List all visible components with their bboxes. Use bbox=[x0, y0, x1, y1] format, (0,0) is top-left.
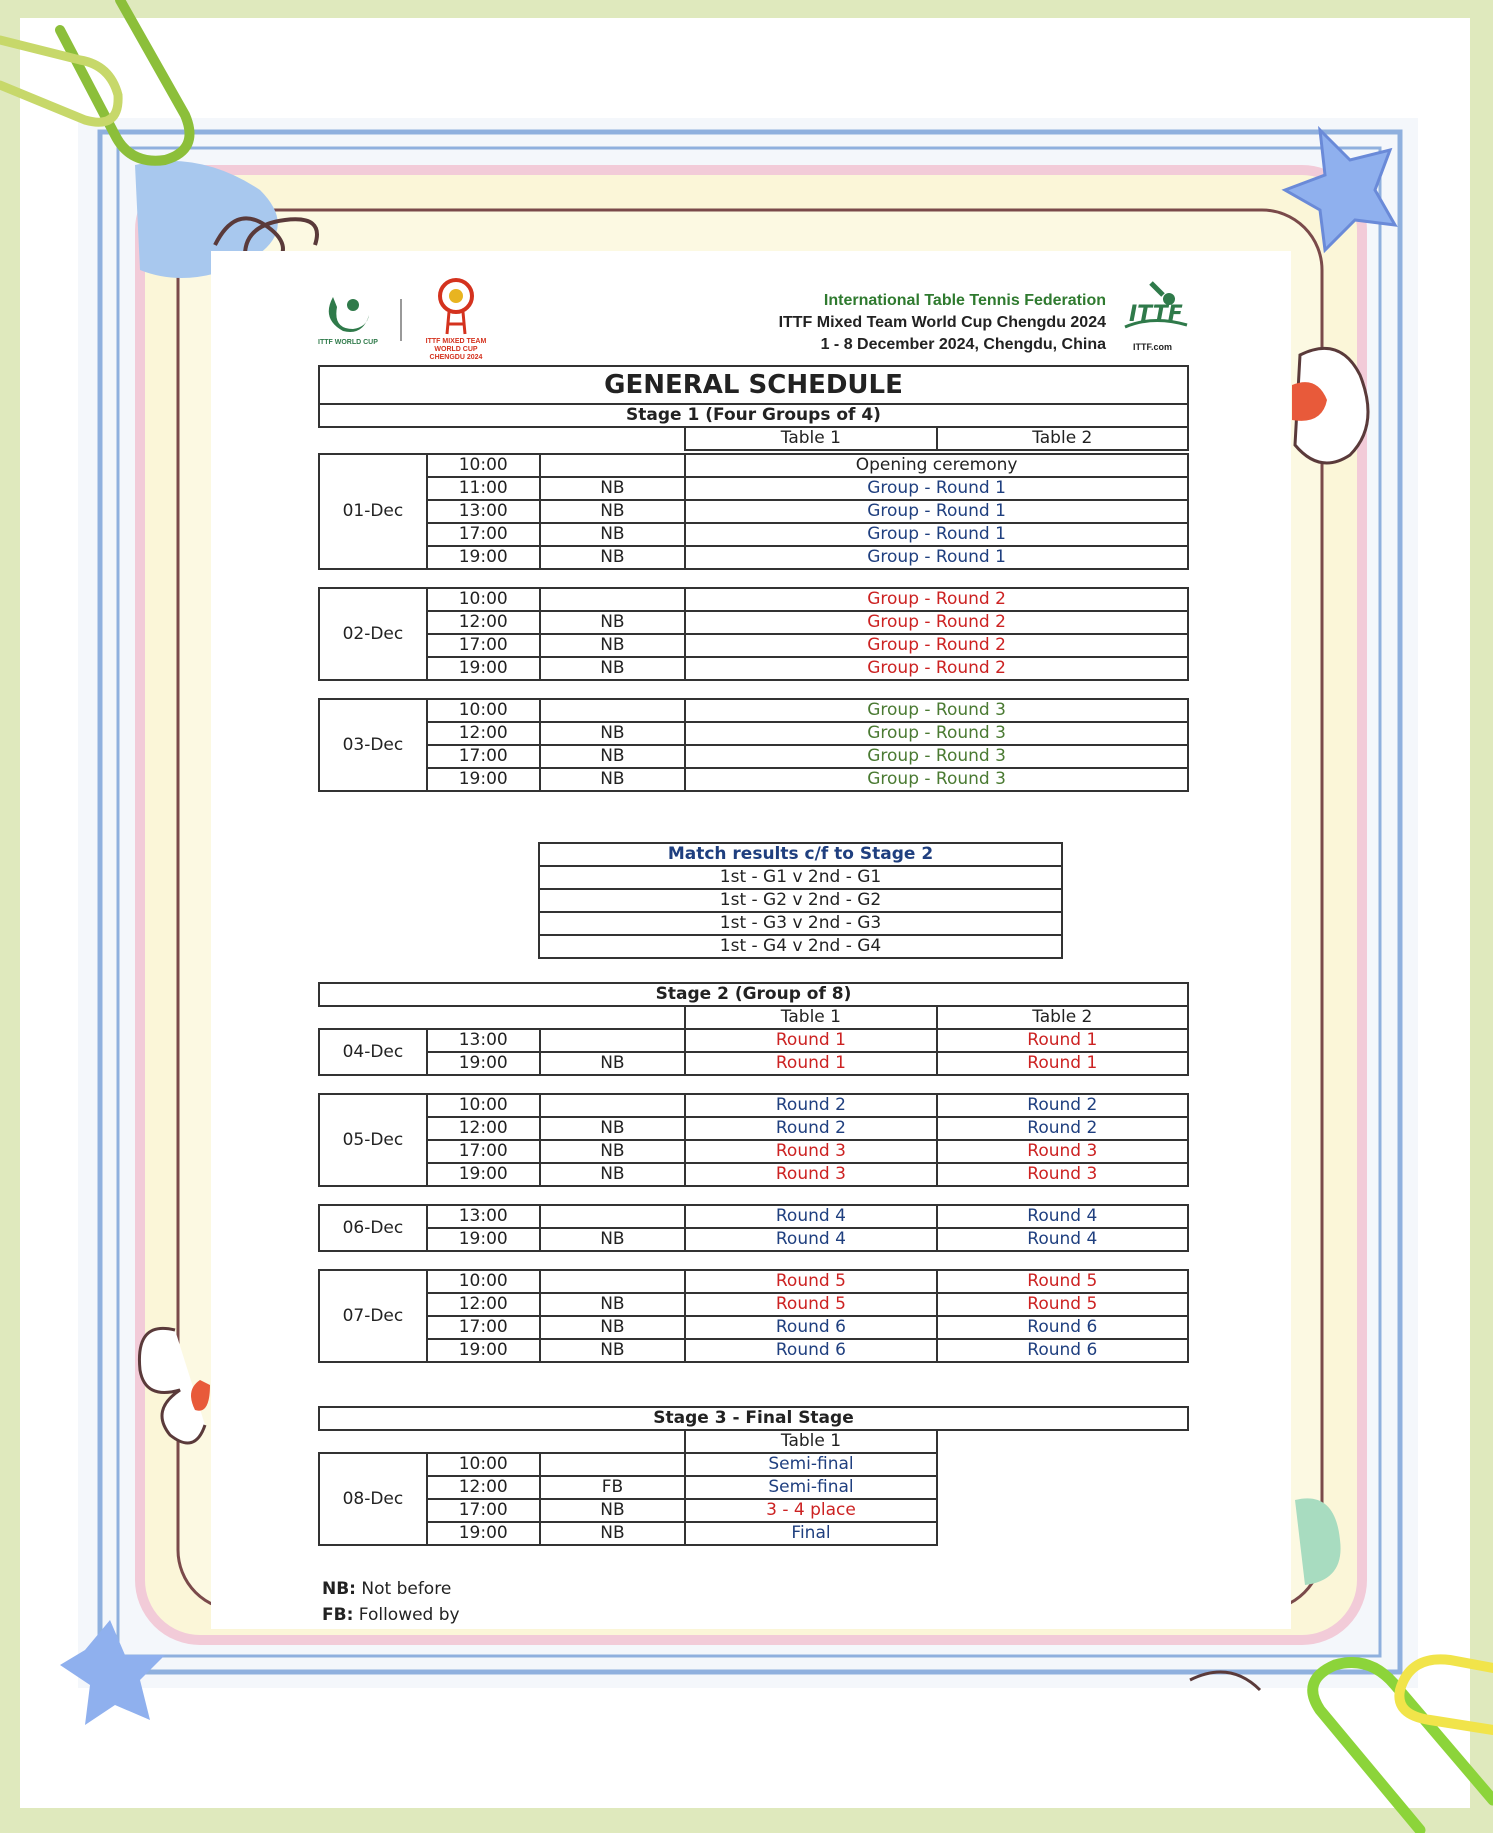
note-cell: NB bbox=[540, 722, 686, 745]
event-dates: 1 - 8 December 2024, Chengdu, China bbox=[820, 336, 1106, 353]
table-row bbox=[319, 454, 1188, 477]
time-cell: 12:00 bbox=[427, 1476, 540, 1499]
table-row bbox=[319, 1293, 1188, 1316]
table-row bbox=[319, 1117, 1188, 1140]
t2-cell: Round 5 bbox=[937, 1293, 1188, 1316]
t2-cell: Round 6 bbox=[937, 1339, 1188, 1362]
nb-key: NB: bbox=[322, 1579, 356, 1599]
time-cell: 19:00 bbox=[427, 1522, 540, 1545]
table-row bbox=[319, 588, 1188, 611]
t1-cell: Round 4 bbox=[685, 1228, 936, 1251]
date-cell: 02-Dec bbox=[319, 588, 427, 680]
federation-name: International Table Tennis Federation bbox=[823, 292, 1106, 309]
event-cell: Group - Round 1 bbox=[685, 546, 1188, 569]
page-title: GENERAL SCHEDULE bbox=[319, 366, 1188, 404]
date-cell: 05-Dec bbox=[319, 1094, 427, 1186]
time-cell: 13:00 bbox=[427, 500, 540, 523]
stage3-heading: Stage 3 - Final Stage bbox=[319, 1407, 1188, 1430]
time-cell: 17:00 bbox=[427, 1499, 540, 1522]
note-cell: NB bbox=[540, 1117, 686, 1140]
t1-cell: Round 5 bbox=[685, 1293, 936, 1316]
t1-cell: Round 1 bbox=[685, 1052, 936, 1075]
note-cell: NB bbox=[540, 745, 686, 768]
note-cell: NB bbox=[540, 1499, 686, 1522]
note-cell bbox=[540, 1453, 686, 1476]
date-cell: 04-Dec bbox=[319, 1029, 427, 1075]
time-cell: 12:00 bbox=[427, 1293, 540, 1316]
chengdu-2024-logo bbox=[433, 278, 479, 336]
t1-cell: Round 3 bbox=[685, 1163, 936, 1186]
table-row bbox=[319, 1228, 1188, 1251]
table-row bbox=[319, 1029, 1188, 1052]
event-cell: Group - Round 2 bbox=[685, 634, 1188, 657]
event-cell: Group - Round 3 bbox=[685, 722, 1188, 745]
event-cell: 3 - 4 place bbox=[685, 1499, 936, 1522]
table-row bbox=[319, 500, 1188, 523]
table-row bbox=[319, 611, 1188, 634]
note-cell bbox=[540, 1029, 686, 1052]
note-cell bbox=[540, 1094, 686, 1117]
time-cell: 19:00 bbox=[427, 1339, 540, 1362]
t2-cell: Round 1 bbox=[937, 1029, 1188, 1052]
t1-cell: Round 3 bbox=[685, 1140, 936, 1163]
table-row bbox=[319, 1052, 1188, 1075]
note-cell: NB bbox=[540, 1228, 686, 1251]
date-cell: 08-Dec bbox=[319, 1453, 427, 1545]
time-cell: 12:00 bbox=[427, 1117, 540, 1140]
results-item: 1st - G4 v 2nd - G4 bbox=[539, 935, 1062, 958]
t1-cell: Round 6 bbox=[685, 1339, 936, 1362]
stage1-table bbox=[318, 365, 1189, 792]
ittf-logo bbox=[1123, 281, 1189, 331]
time-cell: 17:00 bbox=[427, 1316, 540, 1339]
t1-cell: Round 4 bbox=[685, 1205, 936, 1228]
note-cell: NB bbox=[540, 1316, 686, 1339]
time-cell: 13:00 bbox=[427, 1205, 540, 1228]
date-cell: 01-Dec bbox=[319, 454, 427, 569]
results-table bbox=[538, 842, 1063, 959]
table-row bbox=[319, 1453, 1188, 1476]
table-row bbox=[319, 546, 1188, 569]
table1-header: Table 1 bbox=[685, 1006, 936, 1029]
schedule-document bbox=[211, 251, 1291, 1629]
note-cell: NB bbox=[540, 500, 686, 523]
table-row bbox=[319, 1163, 1188, 1186]
table-row bbox=[319, 1476, 1188, 1499]
time-cell: 17:00 bbox=[427, 523, 540, 546]
event-cell: Group - Round 3 bbox=[685, 768, 1188, 791]
note-cell: NB bbox=[540, 1339, 686, 1362]
stage3-table bbox=[318, 1406, 1189, 1546]
legend-notes bbox=[322, 1576, 460, 1628]
table-row bbox=[319, 634, 1188, 657]
time-cell: 10:00 bbox=[427, 588, 540, 611]
note-cell: NB bbox=[540, 477, 686, 500]
time-cell: 19:00 bbox=[427, 1163, 540, 1186]
time-cell: 19:00 bbox=[427, 1228, 540, 1251]
ittf-world-cup-logo bbox=[323, 291, 375, 339]
date-cell: 07-Dec bbox=[319, 1270, 427, 1362]
event-cell: Group - Round 2 bbox=[685, 657, 1188, 680]
note-cell: NB bbox=[540, 1522, 686, 1545]
note-cell: NB bbox=[540, 1163, 686, 1186]
note-nb bbox=[322, 1576, 460, 1602]
stage2-table bbox=[318, 982, 1189, 1363]
date-cell: 06-Dec bbox=[319, 1205, 427, 1251]
t1-cell: Round 5 bbox=[685, 1270, 936, 1293]
time-cell: 10:00 bbox=[427, 1453, 540, 1476]
table-row bbox=[319, 1094, 1188, 1117]
t1-cell: Round 6 bbox=[685, 1316, 936, 1339]
note-cell: NB bbox=[540, 1140, 686, 1163]
table-row bbox=[319, 1499, 1188, 1522]
t1-cell: Round 1 bbox=[685, 1029, 936, 1052]
event-cell: Final bbox=[685, 1522, 936, 1545]
results-item: 1st - G1 v 2nd - G1 bbox=[539, 866, 1062, 889]
t1-cell: Round 2 bbox=[685, 1117, 936, 1140]
t1-cell: Round 2 bbox=[685, 1094, 936, 1117]
table-row bbox=[319, 1339, 1188, 1362]
event-cell: Group - Round 3 bbox=[685, 745, 1188, 768]
event-cell: Group - Round 1 bbox=[685, 523, 1188, 546]
fb-key: FB: bbox=[322, 1605, 354, 1625]
event-cell: Opening ceremony bbox=[685, 454, 1188, 477]
results-item: 1st - G3 v 2nd - G3 bbox=[539, 912, 1062, 935]
time-cell: 10:00 bbox=[427, 1094, 540, 1117]
time-cell: 12:00 bbox=[427, 611, 540, 634]
time-cell: 17:00 bbox=[427, 634, 540, 657]
time-cell: 10:00 bbox=[427, 1270, 540, 1293]
t2-cell: Round 4 bbox=[937, 1205, 1188, 1228]
table-row bbox=[319, 477, 1188, 500]
time-cell: 10:00 bbox=[427, 699, 540, 722]
results-heading: Match results c/f to Stage 2 bbox=[539, 843, 1062, 866]
note-cell: NB bbox=[540, 768, 686, 791]
t2-cell: Round 3 bbox=[937, 1140, 1188, 1163]
event-cell: Group - Round 2 bbox=[685, 611, 1188, 634]
t2-cell: Round 6 bbox=[937, 1316, 1188, 1339]
table2-header: Table 2 bbox=[937, 1006, 1188, 1029]
logo-mid-caption: ITTF MIXED TEAM WORLD CUP CHENGDU 2024 bbox=[425, 338, 487, 361]
event-cell: Semi-final bbox=[685, 1453, 936, 1476]
t2-cell: Round 2 bbox=[937, 1094, 1188, 1117]
stage1-heading: Stage 1 (Four Groups of 4) bbox=[319, 404, 1188, 427]
t2-cell: Round 5 bbox=[937, 1270, 1188, 1293]
t2-cell: Round 3 bbox=[937, 1163, 1188, 1186]
event-cell: Group - Round 3 bbox=[685, 699, 1188, 722]
svg-text:ITTF: ITTF bbox=[1129, 302, 1183, 327]
time-cell: 19:00 bbox=[427, 768, 540, 791]
note-cell bbox=[540, 1205, 686, 1228]
event-cell: Group - Round 1 bbox=[685, 500, 1188, 523]
table-row bbox=[319, 523, 1188, 546]
time-cell: 11:00 bbox=[427, 477, 540, 500]
note-cell: NB bbox=[540, 1293, 686, 1316]
event-header bbox=[779, 290, 1106, 356]
fb-text: Followed by bbox=[353, 1605, 460, 1625]
t2-cell: Round 4 bbox=[937, 1228, 1188, 1251]
note-cell bbox=[540, 454, 686, 477]
time-cell: 19:00 bbox=[427, 657, 540, 680]
logo-left-caption: ITTF WORLD CUP bbox=[318, 339, 378, 346]
stage2-heading: Stage 2 (Group of 8) bbox=[319, 983, 1188, 1006]
table-row bbox=[319, 768, 1188, 791]
note-cell: NB bbox=[540, 546, 686, 569]
time-cell: 12:00 bbox=[427, 722, 540, 745]
note-cell: NB bbox=[540, 523, 686, 546]
table-row bbox=[319, 1270, 1188, 1293]
note-cell bbox=[540, 1270, 686, 1293]
logo-divider bbox=[400, 299, 402, 341]
note-cell: NB bbox=[540, 611, 686, 634]
table-row bbox=[319, 1316, 1188, 1339]
t2-cell: Round 1 bbox=[937, 1052, 1188, 1075]
note-fb bbox=[322, 1602, 460, 1628]
table-row bbox=[319, 699, 1188, 722]
event-name: ITTF Mixed Team World Cup Chengdu 2024 bbox=[778, 314, 1106, 331]
table-row bbox=[319, 1140, 1188, 1163]
table-row bbox=[319, 657, 1188, 680]
table2-header: Table 2 bbox=[937, 427, 1188, 450]
time-cell: 17:00 bbox=[427, 1140, 540, 1163]
time-cell: 10:00 bbox=[427, 454, 540, 477]
note-cell bbox=[540, 699, 686, 722]
note-cell: NB bbox=[540, 634, 686, 657]
table-row bbox=[319, 1522, 1188, 1545]
table-row bbox=[319, 745, 1188, 768]
table1-header: Table 1 bbox=[685, 427, 936, 450]
note-cell: NB bbox=[540, 1052, 686, 1075]
note-cell: FB bbox=[540, 1476, 686, 1499]
time-cell: 19:00 bbox=[427, 546, 540, 569]
date-cell: 03-Dec bbox=[319, 699, 427, 791]
time-cell: 13:00 bbox=[427, 1029, 540, 1052]
event-cell: Semi-final bbox=[685, 1476, 936, 1499]
logo-right-caption: ITTF.com bbox=[1133, 342, 1173, 352]
event-cell: Group - Round 2 bbox=[685, 588, 1188, 611]
table-row bbox=[319, 722, 1188, 745]
nb-text: Not before bbox=[355, 1579, 452, 1599]
note-cell bbox=[540, 588, 686, 611]
t2-cell: Round 2 bbox=[937, 1117, 1188, 1140]
time-cell: 17:00 bbox=[427, 745, 540, 768]
results-item: 1st - G2 v 2nd - G2 bbox=[539, 889, 1062, 912]
event-cell: Group - Round 1 bbox=[685, 477, 1188, 500]
time-cell: 19:00 bbox=[427, 1052, 540, 1075]
table1-header: Table 1 bbox=[685, 1430, 936, 1453]
note-cell: NB bbox=[540, 657, 686, 680]
table-row bbox=[319, 1205, 1188, 1228]
